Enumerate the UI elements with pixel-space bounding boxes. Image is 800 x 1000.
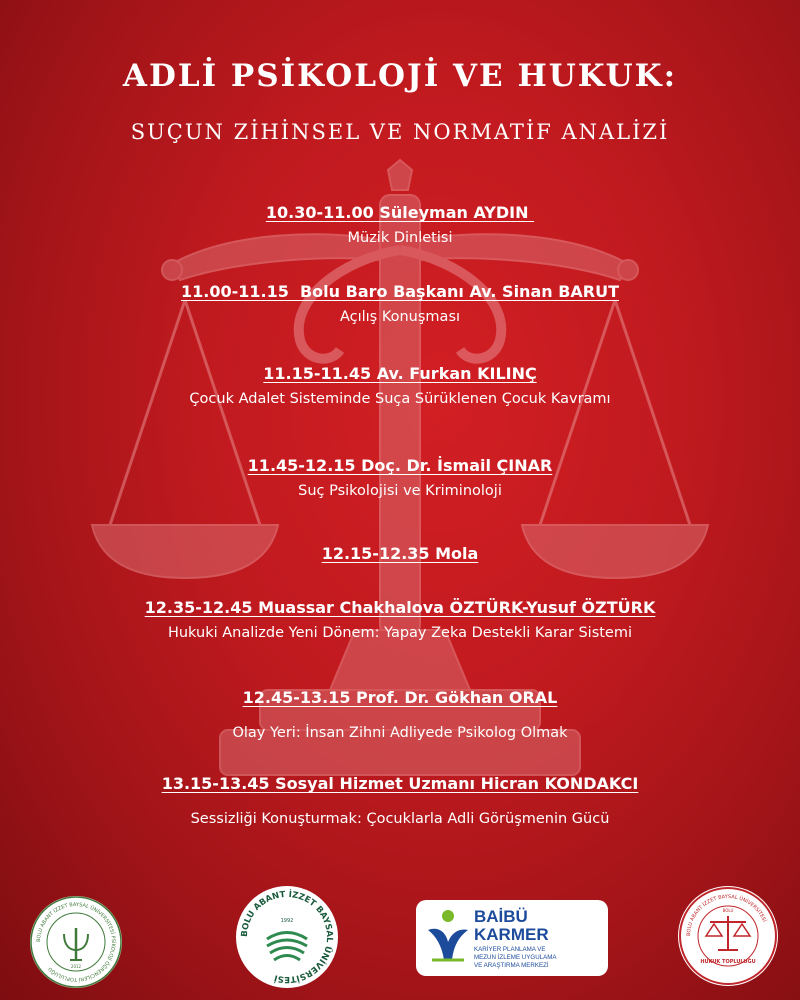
session-heading: 12.35-12.45 Muassar Chakhalova ÖZTÜRK-Yusuf ÖZTÜRK	[144, 598, 656, 617]
law-club-city: BOLU	[722, 908, 734, 913]
law-club-logo	[676, 884, 780, 988]
law-club-ring-text: BOLU ABANT İZZET BAYSAL ÜNİVERSİTESİ	[685, 893, 768, 937]
psychology-club-logo	[28, 894, 124, 990]
karmer-figure-icon	[424, 908, 470, 968]
session-heading: 11.00-11.15 Bolu Baro Başkanı Av. Sinan BARUT	[180, 282, 620, 301]
session-1	[0, 203, 800, 246]
karmer-name-1: BAİBÜ	[474, 907, 528, 926]
logo-row	[0, 880, 800, 990]
session-topic: Çocuk Adalet Sisteminde Suça Sürüklenen Çocuk Kavramı	[189, 391, 611, 407]
session-3	[0, 364, 800, 407]
session-topic: Suç Psikolojisi ve Kriminoloji	[298, 483, 502, 499]
session-8	[0, 774, 800, 827]
session-topic: Hukuki Analizde Yeni Dönem: Yapay Zeka Destekli Karar Sistemi	[167, 625, 633, 641]
university-ring-text: BOLU ABANT İZZET BAYSAL ÜNİVERSİTESİ	[239, 889, 335, 985]
session-topic: Müzik Dinletisi	[347, 230, 453, 246]
session-heading: 11.45-12.15 Doç. Dr. İsmail ÇINAR	[247, 456, 553, 475]
university-logo	[234, 884, 340, 990]
session-heading: 10.30-11.00 Süleyman AYDIN	[265, 203, 535, 222]
poster-subtitle: SUÇUN ZİHİNSEL VE NORMATİF ANALİZİ	[130, 120, 670, 144]
session-heading: 12.15-12.35 Mola	[321, 544, 479, 563]
karmer-description: KARİYER PLANLAMA VE MEZUN İZLEME UYGULAMA VE ARAŞTIRMA MERKEZİ	[474, 946, 557, 969]
karmer-logo	[416, 900, 608, 976]
session-topic: Olay Yeri: İnsan Zihni Adliyede Psikolog Olmak	[232, 725, 568, 741]
session-heading: 12.45-13.15 Prof. Dr. Gökhan ORAL	[242, 688, 558, 707]
session-topic: Açılış Konuşması	[339, 309, 461, 325]
psychology-club-ring-text: BOLU ABANT İZZET BAYSAL ÜNİVERSİTESİ PSİKOLOJİ ÖĞRENCİLERİ TOPLULUĞU	[35, 901, 117, 983]
session-7	[0, 688, 800, 741]
law-club-label: HUKUK TOPLULUĞU	[700, 959, 756, 965]
session-4	[0, 456, 800, 499]
psychology-club-year: 2012	[70, 964, 82, 969]
session-heading: 11.15-11.45 Av. Furkan KILINÇ	[263, 364, 537, 383]
poster-title: ADLİ PSİKOLOJİ VE HUKUK:	[122, 58, 678, 94]
session-2	[0, 282, 800, 325]
session-6	[0, 598, 800, 641]
university-year: 1992	[280, 918, 294, 924]
session-topic: Sessizliği Konuşturmak: Çocuklarla Adli Görüşmenin Gücü	[190, 811, 610, 827]
karmer-name-2: KARMER	[474, 925, 549, 944]
session-heading: 13.15-13.45 Sosyal Hizmet Uzmanı Hicran KONDAKCI	[161, 774, 639, 793]
session-5	[0, 544, 800, 563]
